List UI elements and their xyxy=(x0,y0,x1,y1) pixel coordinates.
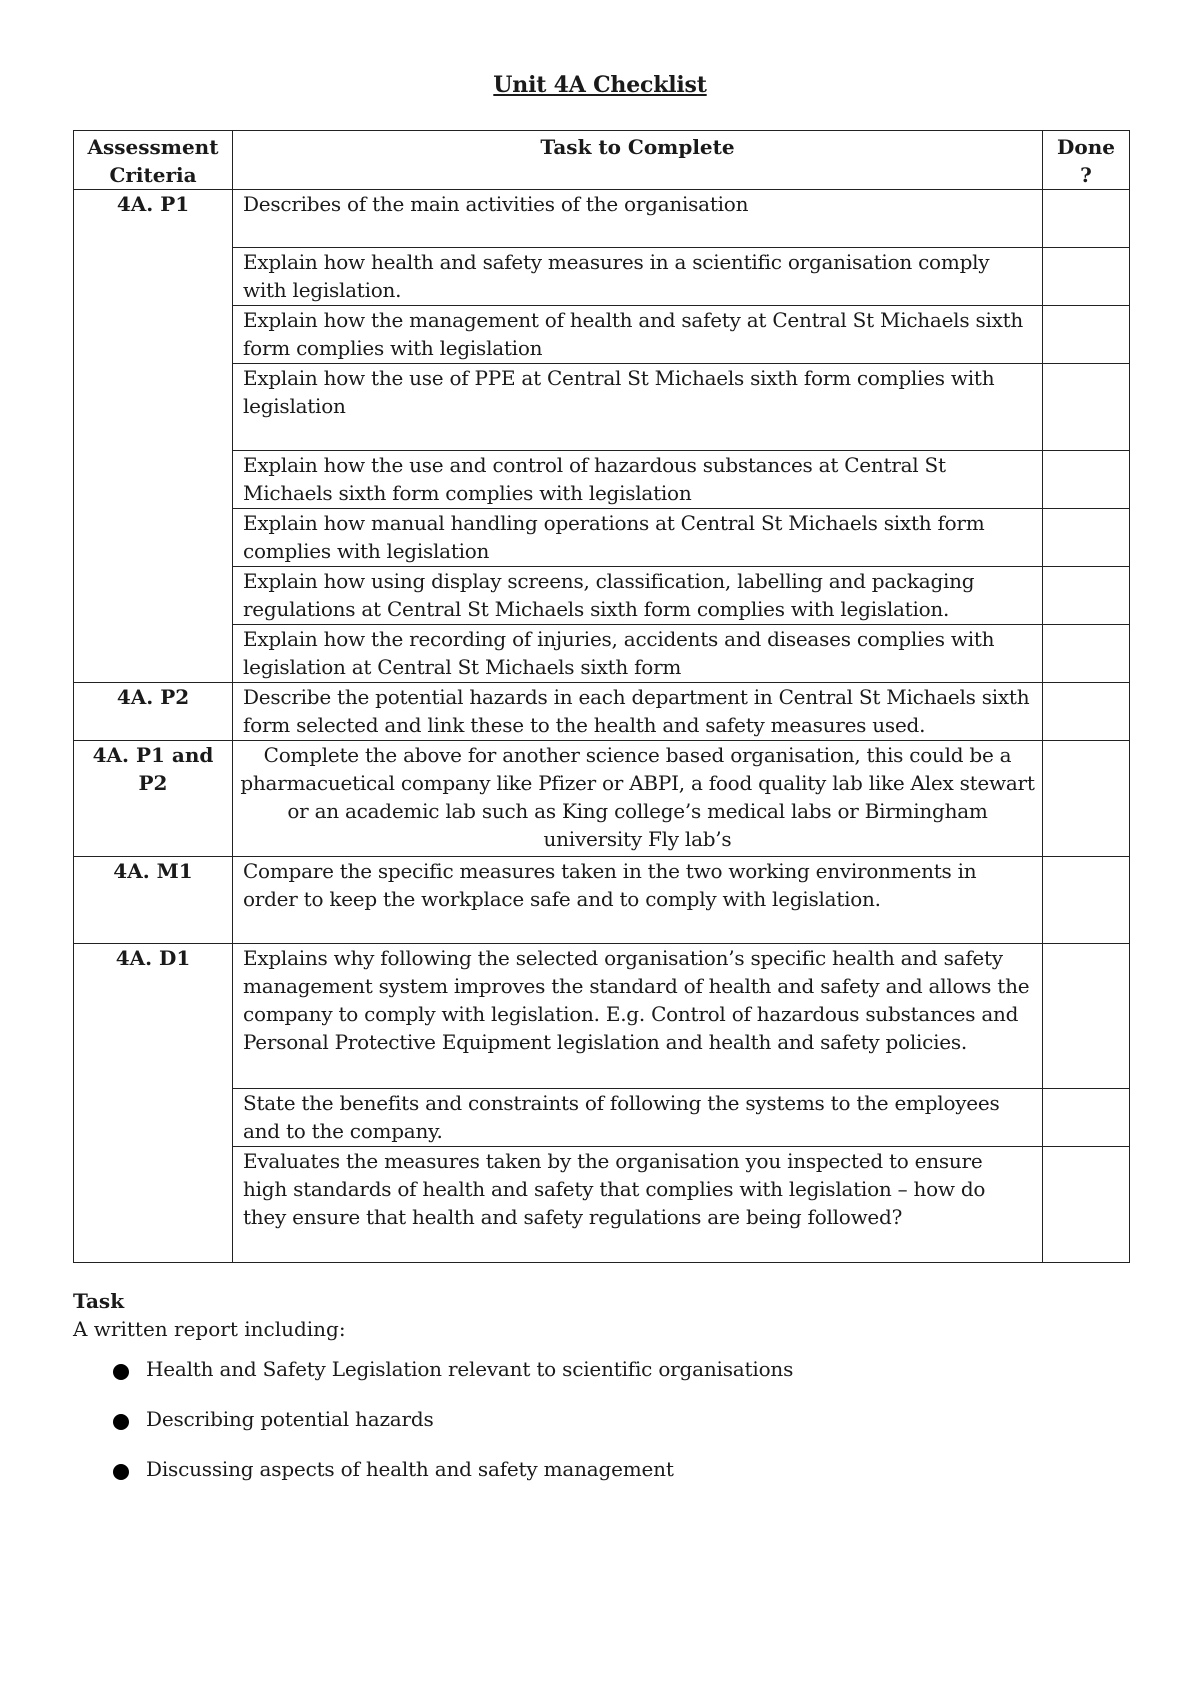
table-row xyxy=(74,683,1130,741)
task-cell: Explain how the use of PPE at Central St Michaels sixth form complies with legislation xyxy=(233,364,1043,451)
done-checkbox-cell[interactable] xyxy=(1043,1089,1130,1147)
bullet-icon xyxy=(113,1414,129,1430)
done-checkbox-cell[interactable] xyxy=(1043,451,1130,509)
task-cell: Explain how using display screens, classification, labelling and packaging regulations at Central St Michaels sixth form complies with legislation. xyxy=(233,567,1043,625)
task-cell: Explain how the use and control of hazardous substances at Central St Michaels sixth form complies with legislation xyxy=(233,451,1043,509)
table-row xyxy=(74,451,1130,509)
task-intro: A written report including: xyxy=(73,1317,346,1341)
header-done: Done ? xyxy=(1043,131,1130,190)
done-checkbox-cell[interactable] xyxy=(1043,857,1130,944)
list-item-text: Health and Safety Legislation relevant to scientific organisations xyxy=(146,1357,794,1381)
done-checkbox-cell[interactable] xyxy=(1043,741,1130,857)
task-section xyxy=(73,1287,346,1343)
table-row xyxy=(74,625,1130,683)
done-checkbox-cell[interactable] xyxy=(1043,625,1130,683)
table-row xyxy=(74,248,1130,306)
table-row xyxy=(74,1147,1130,1263)
table-row xyxy=(74,857,1130,944)
done-checkbox-cell[interactable] xyxy=(1043,683,1130,741)
table-row xyxy=(74,190,1130,248)
table-row xyxy=(74,567,1130,625)
task-cell: Complete the above for another science based organisation, this could be a pharmacuetical company like Pfizer or ABPI, a food quality lab like Alex stewart or an academic lab such as King college’s medical labs or Birmingham university Fly lab’s xyxy=(233,741,1043,857)
header-assessment-criteria: Assessment Criteria xyxy=(74,131,233,190)
list-item-text: Discussing aspects of health and safety management xyxy=(146,1457,674,1481)
document-title: Unit 4A Checklist xyxy=(493,72,707,98)
table-row xyxy=(74,306,1130,364)
criteria-cell: 4A. P1 xyxy=(74,190,233,683)
task-cell: Evaluates the measures taken by the organisation you inspected to ensure high standards of health and safety that complies with legislation – how do they ensure that health and safety regulations are being followed? xyxy=(233,1147,1043,1263)
task-cell: State the benefits and constraints of following the systems to the employees and to the company. xyxy=(233,1089,1043,1147)
table-row xyxy=(74,509,1130,567)
done-checkbox-cell[interactable] xyxy=(1043,364,1130,451)
table-row xyxy=(74,364,1130,451)
criteria-cell: 4A. D1 xyxy=(74,944,233,1263)
task-cell: Explain how manual handling operations at Central St Michaels sixth form complies with legislation xyxy=(233,509,1043,567)
task-heading: Task xyxy=(73,1289,125,1313)
done-checkbox-cell[interactable] xyxy=(1043,509,1130,567)
header-task-to-complete: Task to Complete xyxy=(233,131,1043,190)
done-checkbox-cell[interactable] xyxy=(1043,1147,1130,1263)
task-cell: Compare the specific measures taken in the two working environments in order to keep the workplace safe and to comply with legislation. xyxy=(233,857,1043,944)
bullet-icon xyxy=(113,1464,129,1480)
task-cell: Describes of the main activities of the organisation xyxy=(233,190,1043,248)
checklist-table xyxy=(73,130,1130,1263)
criteria-cell: 4A. M1 xyxy=(74,857,233,944)
done-checkbox-cell[interactable] xyxy=(1043,248,1130,306)
table-row xyxy=(74,741,1130,857)
task-cell: Explain how the recording of injuries, accidents and diseases complies with legislation at Central St Michaels sixth form xyxy=(233,625,1043,683)
bullet-icon xyxy=(113,1364,129,1380)
done-checkbox-cell[interactable] xyxy=(1043,944,1130,1089)
criteria-cell: 4A. P1 and P2 xyxy=(74,741,233,857)
task-cell: Describe the potential hazards in each department in Central St Michaels sixth form selected and link these to the health and safety measures used. xyxy=(233,683,1043,741)
table-row xyxy=(74,944,1130,1089)
table-row xyxy=(74,1089,1130,1147)
done-checkbox-cell[interactable] xyxy=(1043,567,1130,625)
done-checkbox-cell[interactable] xyxy=(1043,306,1130,364)
task-cell: Explain how health and safety measures in a scientific organisation comply with legislation. xyxy=(233,248,1043,306)
task-cell: Explains why following the selected organisation’s specific health and safety management system improves the standard of health and safety and allows the company to comply with legislation. E.g. Control of hazardous substances and Personal Protective Equipment legislation and health and safety policies. xyxy=(233,944,1043,1089)
done-checkbox-cell[interactable] xyxy=(1043,190,1130,248)
task-cell: Explain how the management of health and safety at Central St Michaels sixth form complies with legislation xyxy=(233,306,1043,364)
table-header-row xyxy=(74,131,1130,190)
criteria-cell: 4A. P2 xyxy=(74,683,233,741)
list-item-text: Describing potential hazards xyxy=(146,1407,434,1431)
